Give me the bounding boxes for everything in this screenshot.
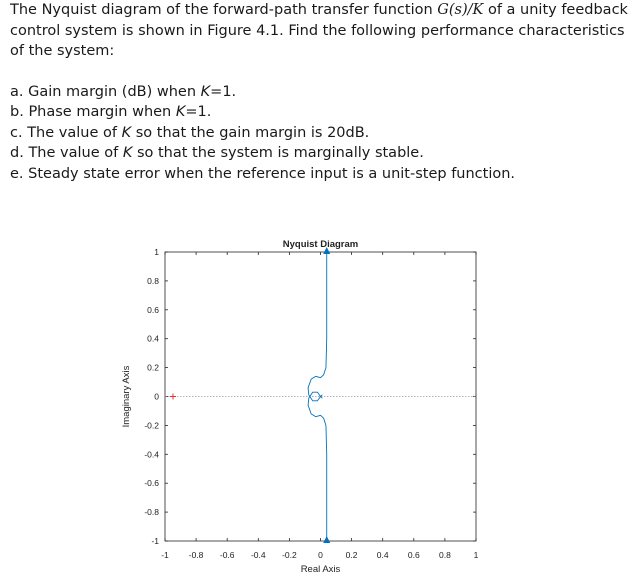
y-tick-label: -1 bbox=[151, 536, 159, 546]
x-tick-label: -0.2 bbox=[282, 550, 297, 560]
y-tick-label: 0.4 bbox=[147, 333, 159, 344]
x-tick-label: 1 bbox=[473, 550, 479, 560]
y-axis-label: Imaginary Axis bbox=[121, 365, 132, 428]
item-text-post: =1. bbox=[185, 104, 212, 120]
y-tick-label: -0.2 bbox=[144, 420, 159, 431]
x-tick-label: 0.2 bbox=[345, 550, 358, 560]
item-text: Phase margin when bbox=[28, 104, 176, 120]
item-text-post: so that the system is marginally stable. bbox=[132, 145, 424, 161]
x-tick-label: -0.8 bbox=[188, 550, 204, 560]
x-tick-label: -0.6 bbox=[219, 550, 235, 560]
y-tick-label: -0.4 bbox=[144, 449, 159, 460]
intro-text-2: of a unity feedback control system is shown in Figure 4.1. Find the following performance characteristics of the system: bbox=[10, 2, 628, 59]
item-letter: c. bbox=[10, 124, 23, 141]
item-letter: e. bbox=[10, 165, 24, 182]
y-tick-label: 0.6 bbox=[147, 304, 159, 315]
x-tick-label: -1 bbox=[161, 550, 169, 560]
item-letter: a. bbox=[10, 83, 24, 100]
x-axis-label: Real Axis bbox=[300, 564, 341, 575]
item-letter: d. bbox=[10, 145, 24, 161]
item-var: K bbox=[121, 124, 132, 141]
x-tick-label: 0 bbox=[318, 550, 323, 560]
chart-title: Nyquist Diagram bbox=[282, 239, 359, 250]
x-tick-label: 0.4 bbox=[376, 550, 389, 560]
x-tick-label: 0.8 bbox=[438, 550, 451, 560]
y-tick-label: 0.8 bbox=[147, 275, 159, 286]
y-tick-label: -0.8 bbox=[144, 507, 159, 518]
x-tick-label: 0.6 bbox=[407, 550, 420, 560]
item-text: Gain margin (dB) when bbox=[28, 83, 201, 100]
item-var: K bbox=[175, 104, 186, 120]
item-var: K bbox=[122, 145, 133, 161]
item-text: Steady state error when the reference input is a unit-step function. bbox=[28, 165, 516, 182]
y-tick-label: -0.6 bbox=[144, 478, 159, 489]
item-text-post: so that the gain margin is 20dB. bbox=[131, 124, 370, 141]
intro-math: G(s)/K bbox=[437, 2, 484, 18]
intro-text-1: The Nyquist diagram of the forward-path transfer function bbox=[10, 2, 438, 18]
item-letter: b. bbox=[10, 104, 24, 120]
item-text: The value of bbox=[28, 145, 123, 161]
x-tick-label: -0.4 bbox=[250, 550, 266, 560]
item-text: The value of bbox=[27, 124, 122, 141]
y-tick-label: 1 bbox=[154, 247, 159, 257]
y-tick-labels bbox=[144, 247, 159, 546]
item-var: K bbox=[200, 83, 211, 100]
item-text-post: =1. bbox=[210, 83, 237, 100]
y-tick-label: 0 bbox=[154, 391, 159, 402]
y-tick-label: 0.2 bbox=[147, 362, 159, 373]
x-tick-labels bbox=[161, 550, 478, 560]
